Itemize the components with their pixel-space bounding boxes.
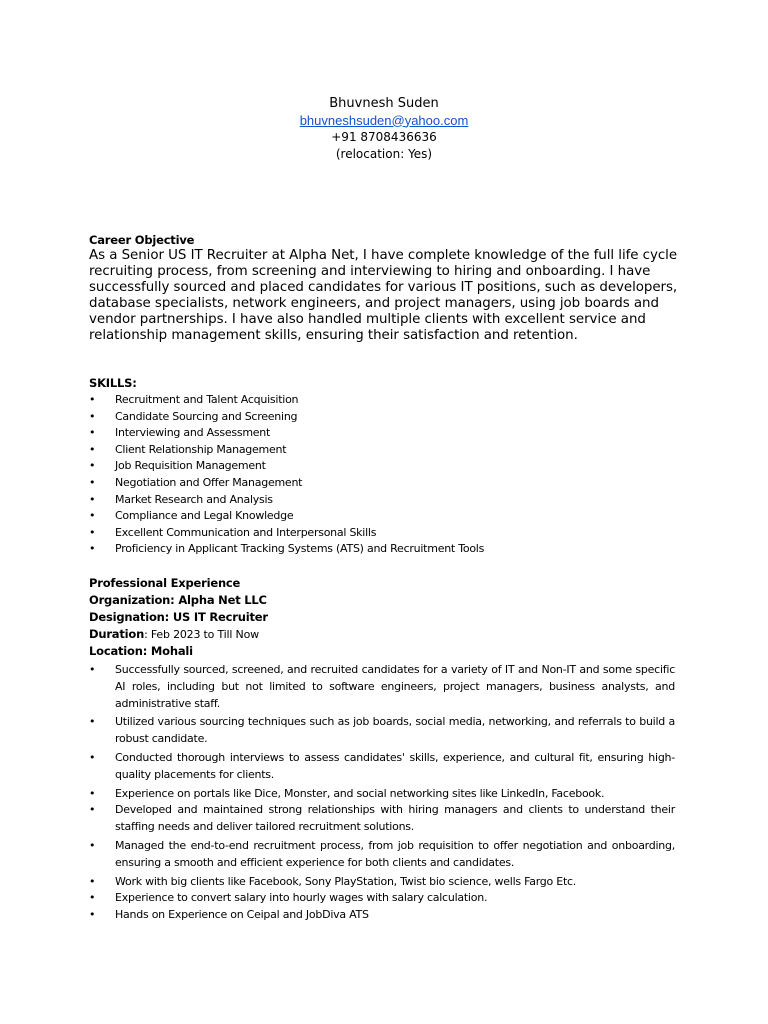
experience-block	[89, 575, 268, 660]
experience-item: • Work with big clients like Facebook, Sony PlayStation, Twist bio science, wells Fargo Etc.	[89, 874, 577, 888]
location-line: Location: Mohali	[89, 644, 193, 658]
candidate-name: Bhuvnesh Suden	[329, 96, 439, 111]
skill-item: • Proficiency in Applicant Tracking Systems (ATS) and Recruitment Tools	[89, 542, 485, 556]
experience-item: • Conducted thorough interviews to assess candidates' skills, experience, and cultural fit, ensuring high-quality placements for clients.	[89, 750, 675, 781]
experience-item: • Experience on portals like Dice, Monster, and social networking sites like LinkedIn, Facebook.	[89, 786, 605, 800]
career-objective-heading: Career Objective	[89, 233, 195, 247]
skill-item: • Interviewing and Assessment	[89, 426, 271, 440]
experience-list	[89, 662, 675, 924]
experience-item: • Managed the end-to-end recruitment process, from job requisition to offer negotiation and onboarding, ensuring a smooth and efficient experience for both clients and candidates.	[89, 838, 675, 869]
duration-line: Duration: Feb 2023 to Till Now	[89, 627, 259, 641]
skill-item: • Candidate Sourcing and Screening	[89, 409, 298, 423]
skills-list	[89, 392, 484, 558]
skill-item: • Market Research and Analysis	[89, 492, 273, 506]
career-objective-text: As a Senior US IT Recruiter at Alpha Net, I have complete knowledge of the full life cycle recruiting process, from screening and interviewing to hiring and onboarding. I have successfully sourced and placed candidates for various IT positions, such as developers, database specialists, network engineers, and project managers, using job boards and vendor partnerships. I have also handled multiple clients with excellent service and relationship management skills, ensuring their satisfaction and retention.	[89, 248, 678, 343]
experience-item: • Hands on Experience on Ceipal and JobDiva ATS	[89, 908, 369, 922]
experience-item: • Utilized various sourcing techniques such as job boards, social media, networking, and referrals to build a robust candidate.	[89, 715, 675, 746]
experience-item: • Experience to convert salary into hourly wages with salary calculation.	[89, 891, 488, 905]
relocation-note: (relocation: Yes)	[335, 146, 433, 161]
email-link[interactable]: bhuvneshsuden@yahoo.com	[299, 112, 469, 128]
skill-item: • Job Requisition Management	[89, 459, 266, 473]
skill-item: • Client Relationship Management	[89, 442, 287, 456]
skill-item: • Recruitment and Talent Acquisition	[89, 393, 299, 406]
professional-experience-heading: Professional Experience	[89, 576, 241, 590]
organization-line: Organization: Alpha Net LLC	[89, 593, 267, 607]
phone-number: +91 8708436636	[331, 130, 437, 144]
skills-heading: SKILLS:	[89, 376, 137, 390]
skill-item: • Excellent Communication and Interpersonal Skills	[89, 525, 377, 539]
experience-item: • Successfully sourced, screened, and recruited candidates for a variety of IT and Non-IT and some specific AI roles, including but not limited to software engineers, project managers, business analysts, and administrative staff.	[89, 663, 675, 710]
contact-header	[0, 96, 768, 162]
experience-item: • Developed and maintained strong relationships with hiring managers and clients to understand their staffing needs and deliver tailored recruitment solutions.	[89, 803, 675, 834]
designation-line: Designation: US IT Recruiter	[89, 610, 268, 624]
skill-item: • Compliance and Legal Knowledge	[89, 509, 294, 523]
skill-item: • Negotiation and Offer Management	[89, 475, 303, 489]
